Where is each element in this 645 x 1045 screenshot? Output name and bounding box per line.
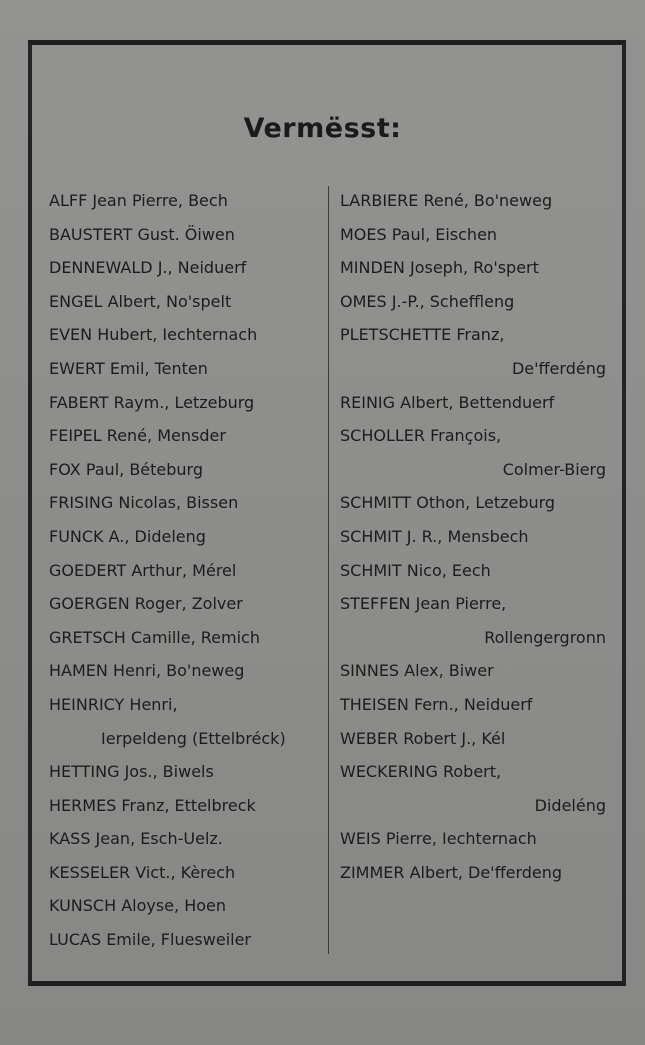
name-entry: SCHMIT J. R., Mensbech <box>340 526 529 546</box>
name-entry: MINDEN Joseph, Ro'spert <box>340 258 539 278</box>
name-entry: REINIG Albert, Bettenduerf <box>340 392 555 412</box>
name-entry: EVEN Hubert, Iechternach <box>49 325 258 345</box>
name-entry: THEISEN Fern., Neiduerf <box>340 694 533 714</box>
name-entry: MOES Paul, Eischen <box>340 224 498 244</box>
name-entry: FEIPEL René, Mensder <box>49 426 226 446</box>
name-entry-continuation: De'fferdéng <box>511 358 606 378</box>
name-entry-continuation: Rollengergronn <box>484 627 606 647</box>
name-entry: SCHMIT Nico, Eech <box>340 560 491 580</box>
name-entry: WECKERING Robert, <box>340 762 502 782</box>
name-entry-continuation: Dideléng <box>534 795 606 815</box>
name-entry: SINNES Alex, Biwer <box>340 661 494 681</box>
name-entry: LARBIERE René, Bo'neweg <box>340 191 553 210</box>
name-entry: KASS Jean, Esch-Uelz. <box>49 829 223 849</box>
name-entry: ALFF Jean Pierre, Bech <box>49 191 228 210</box>
name-entry: FOX Paul, Béteburg <box>49 459 203 479</box>
name-entry: HEINRICY Henri, <box>49 694 178 714</box>
name-entry: FABERT Raym., Letzeburg <box>49 392 255 412</box>
page-title: Vermësst: <box>243 113 402 144</box>
name-entry: HAMEN Henri, Bo'neweg <box>49 661 245 681</box>
left-name-list <box>49 190 319 963</box>
name-entry: PLETSCHETTE Franz, <box>340 325 505 345</box>
name-entry: EWERT Emil, Tenten <box>49 358 208 378</box>
name-entry: ENGEL Albert, No'spelt <box>49 291 232 311</box>
name-entry: BAUSTERT Gust. Öiwen <box>49 224 235 244</box>
name-entry-continuation: Colmer-Bierg <box>502 459 606 479</box>
right-name-list <box>340 190 608 895</box>
name-entry: SCHMITT Othon, Letzeburg <box>340 493 556 513</box>
name-entry: GOEDERT Arthur, Mérel <box>49 560 237 580</box>
name-entry: GOERGEN Roger, Zolver <box>49 594 243 614</box>
name-entry-continuation: Ierpeldeng (Ettelbréck) <box>101 728 286 748</box>
name-entry: LUCAS Emile, Fluesweiler <box>49 930 251 950</box>
name-entry: HETTING Jos., Biwels <box>49 762 214 782</box>
name-entry: SCHOLLER François, <box>340 426 502 446</box>
name-entry: FRISING Nicolas, Bissen <box>49 493 239 513</box>
name-entry: FUNCK A., Dideleng <box>49 526 206 546</box>
name-entry: ZIMMER Albert, De'fferdeng <box>340 862 563 882</box>
name-entry: KESSELER Vict., Kèrech <box>49 862 236 882</box>
name-entry: KUNSCH Aloyse, Hoen <box>49 896 226 916</box>
name-entry: WEIS Pierre, Iechternach <box>340 829 537 849</box>
name-entry: STEFFEN Jean Pierre, <box>340 594 507 614</box>
name-entry: OMES J.-P., Scheffleng <box>340 291 515 311</box>
column-divider <box>328 186 329 954</box>
name-entry: GRETSCH Camille, Remich <box>49 627 260 647</box>
name-entry: DENNEWALD J., Neiduerf <box>49 258 247 278</box>
name-entry: HERMES Franz, Ettelbreck <box>49 795 256 815</box>
name-entry: WEBER Robert J., Kél <box>340 728 506 748</box>
